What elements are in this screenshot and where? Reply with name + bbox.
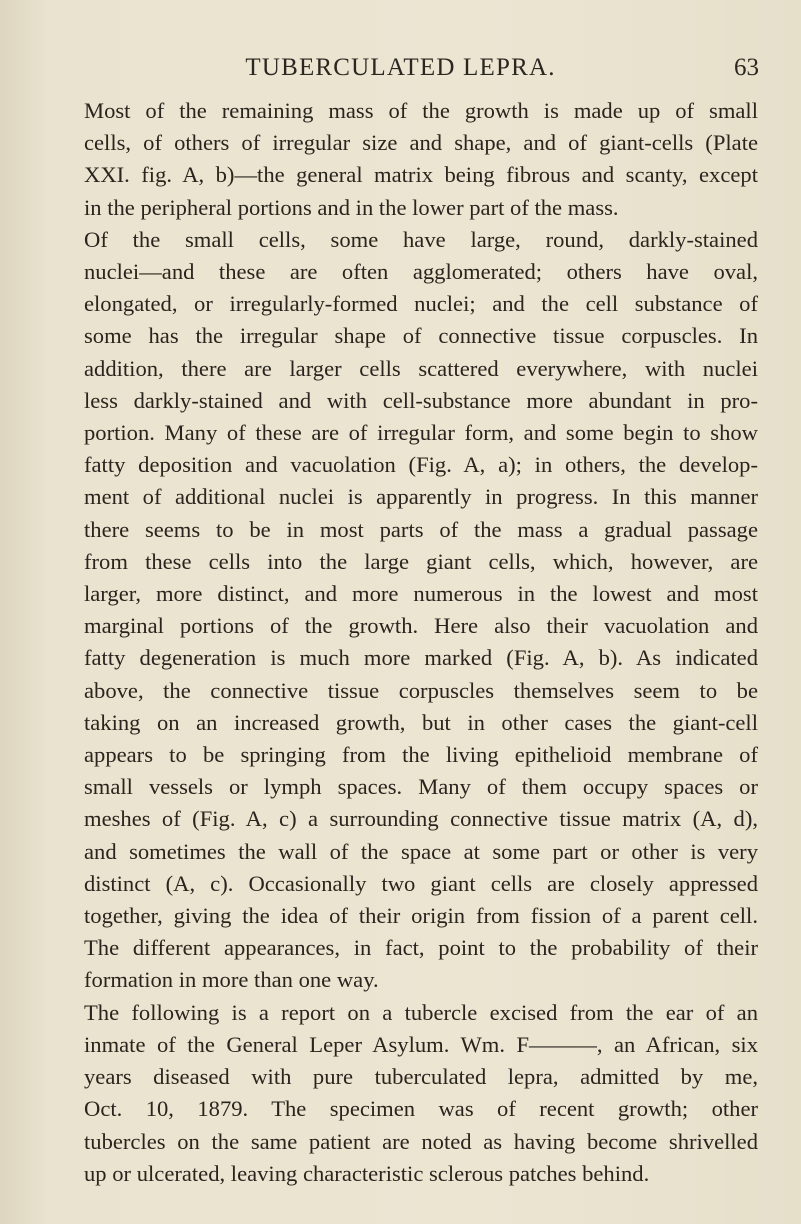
text-line: taking on an increased growth, but in other cases the giant-cell bbox=[84, 709, 758, 735]
text-line: nuclei—and these are often agglomerated; others have oval, bbox=[84, 259, 758, 285]
text-line: addition, there are larger cells scattered everywhere, with nuclei bbox=[84, 355, 758, 381]
text-line: larger, more distinct, and more numerous in the lowest and most bbox=[84, 581, 758, 607]
text-line: Most of the remaining mass of the growth is made up of small bbox=[84, 98, 758, 123]
text-line: there seems to be in most parts of the mass a gradual passage bbox=[84, 516, 758, 542]
text-line: years diseased with pure tuberculated lepra, admitted by me, bbox=[84, 1064, 758, 1090]
text-line: less darkly-stained and with cell-substance more abundant in pro- bbox=[84, 387, 758, 413]
running-title: TUBERCULATED LEPRA. bbox=[245, 54, 556, 81]
body-text bbox=[58, 95, 758, 1190]
page-number: 63 bbox=[734, 54, 759, 81]
text-line: ment of additional nuclei is apparently in progress. In this manner bbox=[84, 484, 758, 510]
page-header bbox=[0, 54, 801, 88]
text-line: cells, of others of irregular size and shape, and of giant-cells (Plate bbox=[84, 130, 758, 156]
text-line: Of the small cells, some have large, round, darkly-stained bbox=[84, 226, 758, 252]
text-line: The following is a report on a tubercle excised from the ear of an bbox=[84, 999, 758, 1025]
text-line: up or ulcerated, leaving characteristic sclerous patches behind. bbox=[84, 1160, 650, 1186]
paragraph-3 bbox=[58, 997, 758, 1190]
text-line: in the peripheral portions and in the lower part of the mass. bbox=[84, 194, 619, 220]
text-line: formation in more than one way. bbox=[84, 967, 379, 993]
paragraph-2 bbox=[58, 224, 758, 997]
text-line: tubercles on the same patient are noted as having become shrivelled bbox=[84, 1128, 758, 1154]
text-line: and sometimes the wall of the space at some part or other is very bbox=[84, 838, 758, 864]
text-line: XXI. fig. A, b)—the general matrix being fibrous and scanty, except bbox=[84, 162, 758, 188]
text-line: from these cells into the large giant cells, which, however, are bbox=[84, 548, 758, 574]
text-line: elongated, or irregularly-formed nuclei; and the cell substance of bbox=[84, 291, 758, 317]
text-line: appears to be springing from the living epithelioid membrane of bbox=[84, 742, 758, 768]
paragraph-1 bbox=[58, 95, 758, 224]
text-line: some has the irregular shape of connective tissue corpuscles. In bbox=[84, 323, 758, 349]
text-line: Oct. 10, 1879. The specimen was of recent growth; other bbox=[84, 1096, 758, 1122]
text-line: small vessels or lymph spaces. Many of them occupy spaces or bbox=[84, 774, 758, 800]
text-line: The different appearances, in fact, point to the probability of their bbox=[84, 935, 758, 961]
text-line: portion. Many of these are of irregular form, and some begin to show bbox=[84, 420, 758, 446]
text-line: inmate of the General Leper Asylum. Wm. F———, an African, six bbox=[84, 1031, 758, 1057]
text-line: fatty degeneration is much more marked (Fig. A, b). As indicated bbox=[84, 645, 758, 671]
text-line: together, giving the idea of their origin from fission of a parent cell. bbox=[84, 903, 758, 929]
text-line: fatty deposition and vacuolation (Fig. A, a); in others, the develop- bbox=[84, 452, 758, 478]
text-line: above, the connective tissue corpuscles themselves seem to be bbox=[84, 677, 758, 703]
text-line: distinct (A, c). Occasionally two giant cells are closely appressed bbox=[84, 870, 758, 896]
text-line: marginal portions of the growth. Here also their vacuolation and bbox=[84, 613, 758, 639]
text-line: meshes of (Fig. A, c) a surrounding connective tissue matrix (A, d), bbox=[84, 806, 758, 832]
